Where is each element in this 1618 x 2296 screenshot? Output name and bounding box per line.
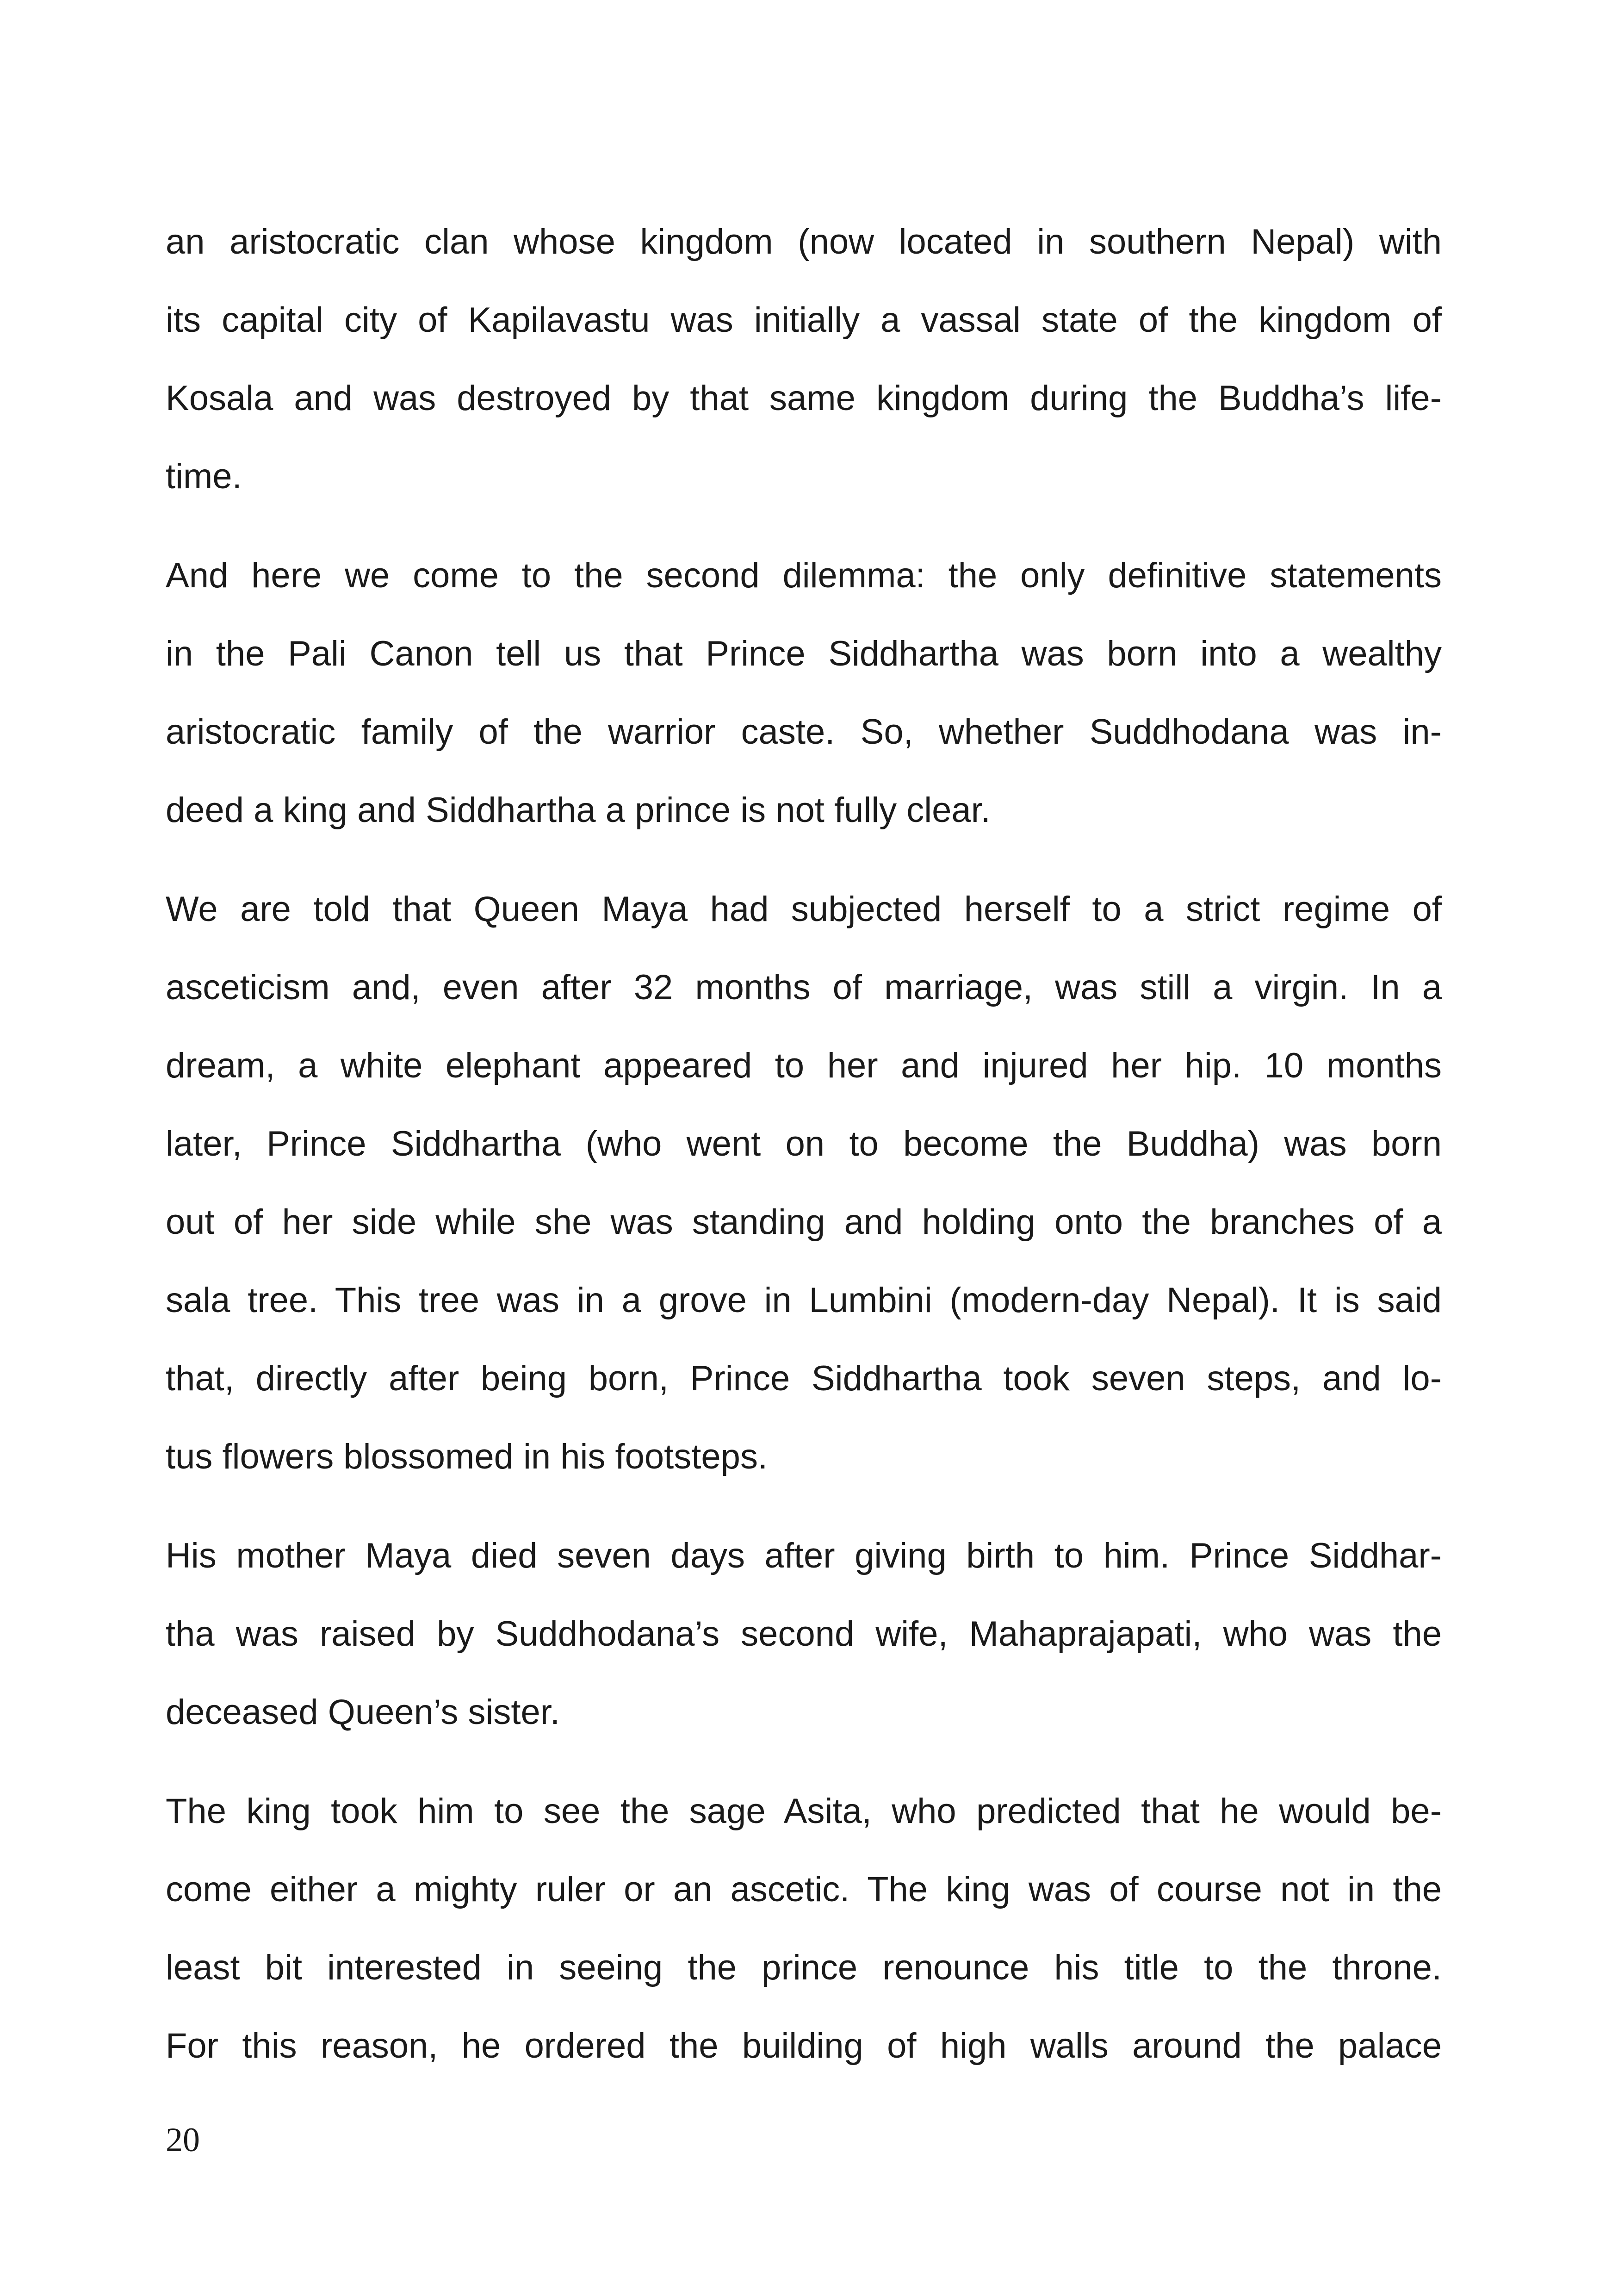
- text-line: an aristocratic clan whose kingdom (now located in southern Nepal) with: [166, 222, 1442, 261]
- paragraph-4: [166, 1517, 1442, 1751]
- text-line: Kosala and was destroyed by that same kingdom during the Buddha’s life-: [166, 379, 1442, 418]
- text-line: time.: [166, 457, 242, 496]
- text-line: The king took him to see the sage Asita, who predicted that he would be-: [166, 1792, 1442, 1831]
- text-line: tha was raised by Suddhodana’s second wife, Mahaprajapati, who was the: [166, 1614, 1442, 1654]
- text-line: that, directly after being born, Prince Siddhartha took seven steps, and lo-: [166, 1359, 1442, 1398]
- text-line: His mother Maya died seven days after giving birth to him. Prince Siddhar-: [166, 1536, 1442, 1575]
- text-line: We are told that Queen Maya had subjected herself to a strict regime of: [166, 890, 1442, 929]
- paragraph-3: [166, 870, 1442, 1496]
- text-line: dream, a white elephant appeared to her and injured her hip. 10 months: [166, 1046, 1442, 1085]
- text-line: later, Prince Siddhartha (who went on to become the Buddha) was born: [166, 1124, 1442, 1164]
- paragraph-5: [166, 1772, 1442, 2085]
- text-line: asceticism and, even after 32 months of marriage, was still a virgin. In a: [166, 968, 1442, 1007]
- text-line: And here we come to the second dilemma: the only definitive statements: [166, 556, 1442, 595]
- text-line: out of her side while she was standing and holding onto the branches of a: [166, 1202, 1442, 1242]
- text-line: For this reason, he ordered the building of high walls around the palace: [166, 2026, 1442, 2066]
- text-line: deceased Queen’s sister.: [166, 1692, 560, 1732]
- text-line: come either a mighty ruler or an ascetic. The king was of course not in the: [166, 1870, 1442, 1909]
- text-line: sala tree. This tree was in a grove in Lumbini (modern-day Nepal). It is said: [166, 1281, 1442, 1320]
- page-number: 20: [166, 2121, 200, 2159]
- text-line: in the Pali Canon tell us that Prince Siddhartha was born into a wealthy: [166, 634, 1442, 673]
- text-line: tus flowers blossomed in his footsteps.: [166, 1437, 768, 1476]
- text-line: least bit interested in seeing the prince renounce his title to the throne.: [166, 1948, 1442, 1987]
- text-line: deed a king and Siddhartha a prince is not fully clear.: [166, 790, 991, 830]
- text-line: its capital city of Kapilavastu was initially a vassal state of the kingdom of: [166, 300, 1442, 340]
- text-line: aristocratic family of the warrior caste. So, whether Suddhodana was in-: [166, 712, 1442, 752]
- paragraph-2: [166, 536, 1442, 849]
- paragraph-1: [166, 203, 1442, 516]
- body-text: [166, 203, 1442, 2085]
